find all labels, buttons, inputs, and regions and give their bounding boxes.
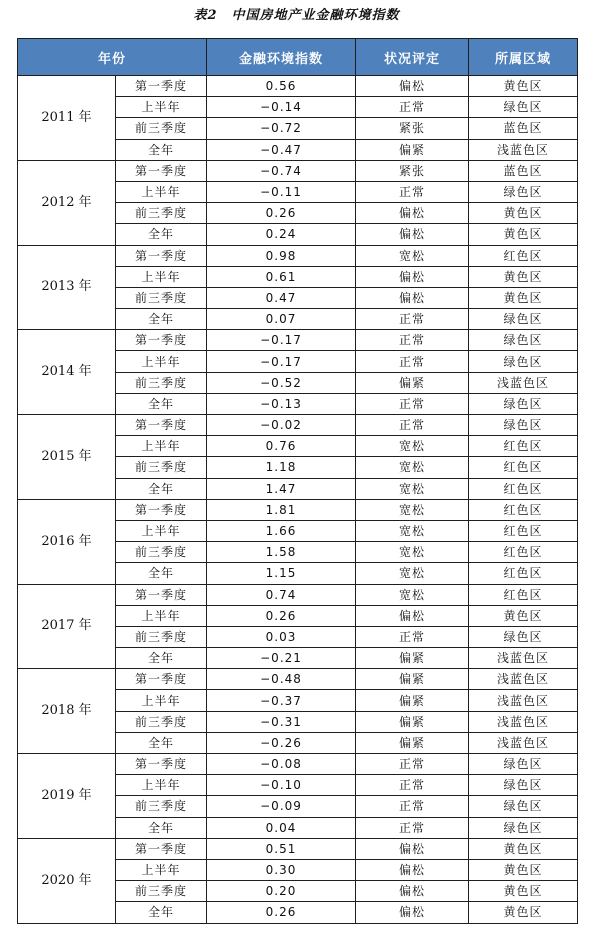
status-cell: 正常 — [356, 351, 469, 372]
status-cell: 偏松 — [356, 605, 469, 626]
status-cell: 正常 — [356, 97, 469, 118]
year-cell: 2014 年 — [18, 330, 116, 415]
status-cell: 偏紧 — [356, 732, 469, 753]
status-cell: 正常 — [356, 309, 469, 330]
status-cell: 宽松 — [356, 478, 469, 499]
status-cell: 偏紧 — [356, 139, 469, 160]
period-cell: 全年 — [116, 309, 207, 330]
status-cell: 偏紧 — [356, 669, 469, 690]
index-value-cell: 0.24 — [207, 224, 356, 245]
period-cell: 上半年 — [116, 351, 207, 372]
index-value-cell: 1.81 — [207, 499, 356, 520]
zone-cell: 浅蓝色区 — [469, 690, 578, 711]
header-status: 状况评定 — [356, 39, 469, 76]
table-body — [18, 76, 578, 924]
status-cell: 偏松 — [356, 881, 469, 902]
index-value-cell: 0.61 — [207, 266, 356, 287]
period-cell: 全年 — [116, 902, 207, 923]
index-value-cell: −0.08 — [207, 754, 356, 775]
index-value-cell: −0.52 — [207, 372, 356, 393]
status-cell: 偏紧 — [356, 711, 469, 732]
zone-cell: 浅蓝色区 — [469, 648, 578, 669]
status-cell: 正常 — [356, 754, 469, 775]
index-value-cell: −0.72 — [207, 118, 356, 139]
index-value-cell: −0.10 — [207, 775, 356, 796]
index-value-cell: −0.47 — [207, 139, 356, 160]
period-cell: 上半年 — [116, 775, 207, 796]
zone-cell: 红色区 — [469, 457, 578, 478]
year-cell: 2012 年 — [18, 160, 116, 245]
status-cell: 宽松 — [356, 245, 469, 266]
index-value-cell: −0.74 — [207, 160, 356, 181]
index-value-cell: 0.30 — [207, 859, 356, 880]
table-header — [18, 39, 578, 76]
status-cell: 正常 — [356, 330, 469, 351]
status-cell: 宽松 — [356, 520, 469, 541]
status-cell: 宽松 — [356, 542, 469, 563]
index-value-cell: 0.03 — [207, 626, 356, 647]
status-cell: 正常 — [356, 775, 469, 796]
index-value-cell: −0.14 — [207, 97, 356, 118]
period-cell: 前三季度 — [116, 626, 207, 647]
status-cell: 偏松 — [356, 224, 469, 245]
period-cell: 全年 — [116, 393, 207, 414]
zone-cell: 黄色区 — [469, 203, 578, 224]
period-cell: 全年 — [116, 224, 207, 245]
zone-cell: 黄色区 — [469, 76, 578, 97]
header-zone: 所属区域 — [469, 39, 578, 76]
zone-cell: 绿色区 — [469, 626, 578, 647]
zone-cell: 红色区 — [469, 542, 578, 563]
zone-cell: 浅蓝色区 — [469, 669, 578, 690]
table-row — [18, 330, 578, 351]
year-cell: 2017 年 — [18, 584, 116, 669]
zone-cell: 黄色区 — [469, 287, 578, 308]
period-cell: 全年 — [116, 732, 207, 753]
table-row — [18, 499, 578, 520]
index-value-cell: 0.26 — [207, 902, 356, 923]
zone-cell: 黄色区 — [469, 902, 578, 923]
index-value-cell: −0.17 — [207, 330, 356, 351]
year-cell: 2018 年 — [18, 669, 116, 754]
zone-cell: 红色区 — [469, 478, 578, 499]
period-cell: 第一季度 — [116, 76, 207, 97]
index-value-cell: 0.76 — [207, 436, 356, 457]
header-row — [18, 39, 578, 76]
status-cell: 偏松 — [356, 76, 469, 97]
index-value-cell: 0.74 — [207, 584, 356, 605]
status-cell: 偏紧 — [356, 690, 469, 711]
period-cell: 前三季度 — [116, 711, 207, 732]
index-value-cell: 0.04 — [207, 817, 356, 838]
period-cell: 第一季度 — [116, 330, 207, 351]
index-value-cell: 1.15 — [207, 563, 356, 584]
index-value-cell: 1.18 — [207, 457, 356, 478]
period-cell: 上半年 — [116, 266, 207, 287]
period-cell: 上半年 — [116, 436, 207, 457]
index-value-cell: 0.47 — [207, 287, 356, 308]
table-row — [18, 838, 578, 859]
index-value-cell: −0.09 — [207, 796, 356, 817]
status-cell: 偏松 — [356, 203, 469, 224]
zone-cell: 黄色区 — [469, 266, 578, 287]
zone-cell: 黄色区 — [469, 881, 578, 902]
period-cell: 第一季度 — [116, 584, 207, 605]
financial-environment-index-table — [17, 38, 578, 924]
zone-cell: 绿色区 — [469, 330, 578, 351]
status-cell: 正常 — [356, 817, 469, 838]
period-cell: 第一季度 — [116, 415, 207, 436]
year-cell: 2015 年 — [18, 415, 116, 500]
period-cell: 上半年 — [116, 859, 207, 880]
zone-cell: 红色区 — [469, 584, 578, 605]
status-cell: 正常 — [356, 796, 469, 817]
index-value-cell: −0.17 — [207, 351, 356, 372]
zone-cell: 红色区 — [469, 245, 578, 266]
status-cell: 正常 — [356, 181, 469, 202]
index-value-cell: 1.58 — [207, 542, 356, 563]
zone-cell: 浅蓝色区 — [469, 711, 578, 732]
period-cell: 上半年 — [116, 690, 207, 711]
zone-cell: 绿色区 — [469, 754, 578, 775]
period-cell: 全年 — [116, 648, 207, 669]
header-index: 金融环境指数 — [207, 39, 356, 76]
zone-cell: 红色区 — [469, 499, 578, 520]
status-cell: 宽松 — [356, 436, 469, 457]
period-cell: 上半年 — [116, 605, 207, 626]
period-cell: 上半年 — [116, 181, 207, 202]
index-value-cell: −0.26 — [207, 732, 356, 753]
period-cell: 前三季度 — [116, 118, 207, 139]
zone-cell: 黄色区 — [469, 838, 578, 859]
index-value-cell: 1.66 — [207, 520, 356, 541]
table-row — [18, 754, 578, 775]
period-cell: 第一季度 — [116, 245, 207, 266]
zone-cell: 红色区 — [469, 563, 578, 584]
status-cell: 正常 — [356, 415, 469, 436]
status-cell: 正常 — [356, 393, 469, 414]
period-cell: 第一季度 — [116, 669, 207, 690]
zone-cell: 蓝色区 — [469, 118, 578, 139]
zone-cell: 红色区 — [469, 436, 578, 457]
index-value-cell: 0.56 — [207, 76, 356, 97]
index-value-cell: 0.98 — [207, 245, 356, 266]
index-value-cell: −0.11 — [207, 181, 356, 202]
status-cell: 偏紧 — [356, 372, 469, 393]
status-cell: 偏松 — [356, 287, 469, 308]
header-year: 年份 — [18, 39, 207, 76]
index-value-cell: −0.02 — [207, 415, 356, 436]
period-cell: 第一季度 — [116, 499, 207, 520]
period-cell: 前三季度 — [116, 542, 207, 563]
zone-cell: 绿色区 — [469, 97, 578, 118]
period-cell: 全年 — [116, 139, 207, 160]
index-value-cell: 1.47 — [207, 478, 356, 499]
year-cell: 2011 年 — [18, 76, 116, 161]
zone-cell: 绿色区 — [469, 796, 578, 817]
index-value-cell: 0.20 — [207, 881, 356, 902]
period-cell: 前三季度 — [116, 287, 207, 308]
zone-cell: 浅蓝色区 — [469, 139, 578, 160]
zone-cell: 绿色区 — [469, 775, 578, 796]
index-value-cell: −0.48 — [207, 669, 356, 690]
zone-cell: 蓝色区 — [469, 160, 578, 181]
status-cell: 正常 — [356, 626, 469, 647]
index-value-cell: −0.21 — [207, 648, 356, 669]
period-cell: 全年 — [116, 817, 207, 838]
period-cell: 前三季度 — [116, 796, 207, 817]
index-value-cell: 0.26 — [207, 605, 356, 626]
zone-cell: 黄色区 — [469, 605, 578, 626]
period-cell: 第一季度 — [116, 838, 207, 859]
zone-cell: 绿色区 — [469, 817, 578, 838]
status-cell: 偏松 — [356, 902, 469, 923]
period-cell: 第一季度 — [116, 754, 207, 775]
table-row — [18, 76, 578, 97]
table-row — [18, 584, 578, 605]
index-value-cell: 0.51 — [207, 838, 356, 859]
index-value-cell: −0.31 — [207, 711, 356, 732]
table-row — [18, 245, 578, 266]
zone-cell: 红色区 — [469, 520, 578, 541]
status-cell: 偏松 — [356, 266, 469, 287]
status-cell: 偏松 — [356, 838, 469, 859]
year-cell: 2016 年 — [18, 499, 116, 584]
zone-cell: 绿色区 — [469, 309, 578, 330]
table-row — [18, 669, 578, 690]
period-cell: 全年 — [116, 563, 207, 584]
period-cell: 上半年 — [116, 520, 207, 541]
table-title: 表2 中国房地产业金融环境指数 — [193, 8, 400, 23]
zone-cell: 绿色区 — [469, 181, 578, 202]
zone-cell: 黄色区 — [469, 224, 578, 245]
status-cell: 偏紧 — [356, 648, 469, 669]
status-cell: 宽松 — [356, 563, 469, 584]
year-cell: 2019 年 — [18, 754, 116, 839]
zone-cell: 绿色区 — [469, 393, 578, 414]
year-cell: 2020 年 — [18, 838, 116, 923]
period-cell: 上半年 — [116, 97, 207, 118]
index-value-cell: 0.07 — [207, 309, 356, 330]
zone-cell: 绿色区 — [469, 415, 578, 436]
table-row — [18, 415, 578, 436]
period-cell: 前三季度 — [116, 457, 207, 478]
table-row — [18, 160, 578, 181]
status-cell: 紧张 — [356, 118, 469, 139]
index-value-cell: 0.26 — [207, 203, 356, 224]
status-cell: 紧张 — [356, 160, 469, 181]
zone-cell: 绿色区 — [469, 351, 578, 372]
index-value-cell: −0.37 — [207, 690, 356, 711]
zone-cell: 浅蓝色区 — [469, 372, 578, 393]
period-cell: 前三季度 — [116, 881, 207, 902]
period-cell: 第一季度 — [116, 160, 207, 181]
status-cell: 宽松 — [356, 457, 469, 478]
status-cell: 宽松 — [356, 499, 469, 520]
status-cell: 宽松 — [356, 584, 469, 605]
index-value-cell: −0.13 — [207, 393, 356, 414]
year-cell: 2013 年 — [18, 245, 116, 330]
zone-cell: 浅蓝色区 — [469, 732, 578, 753]
period-cell: 前三季度 — [116, 203, 207, 224]
period-cell: 前三季度 — [116, 372, 207, 393]
period-cell: 全年 — [116, 478, 207, 499]
status-cell: 偏松 — [356, 859, 469, 880]
zone-cell: 黄色区 — [469, 859, 578, 880]
